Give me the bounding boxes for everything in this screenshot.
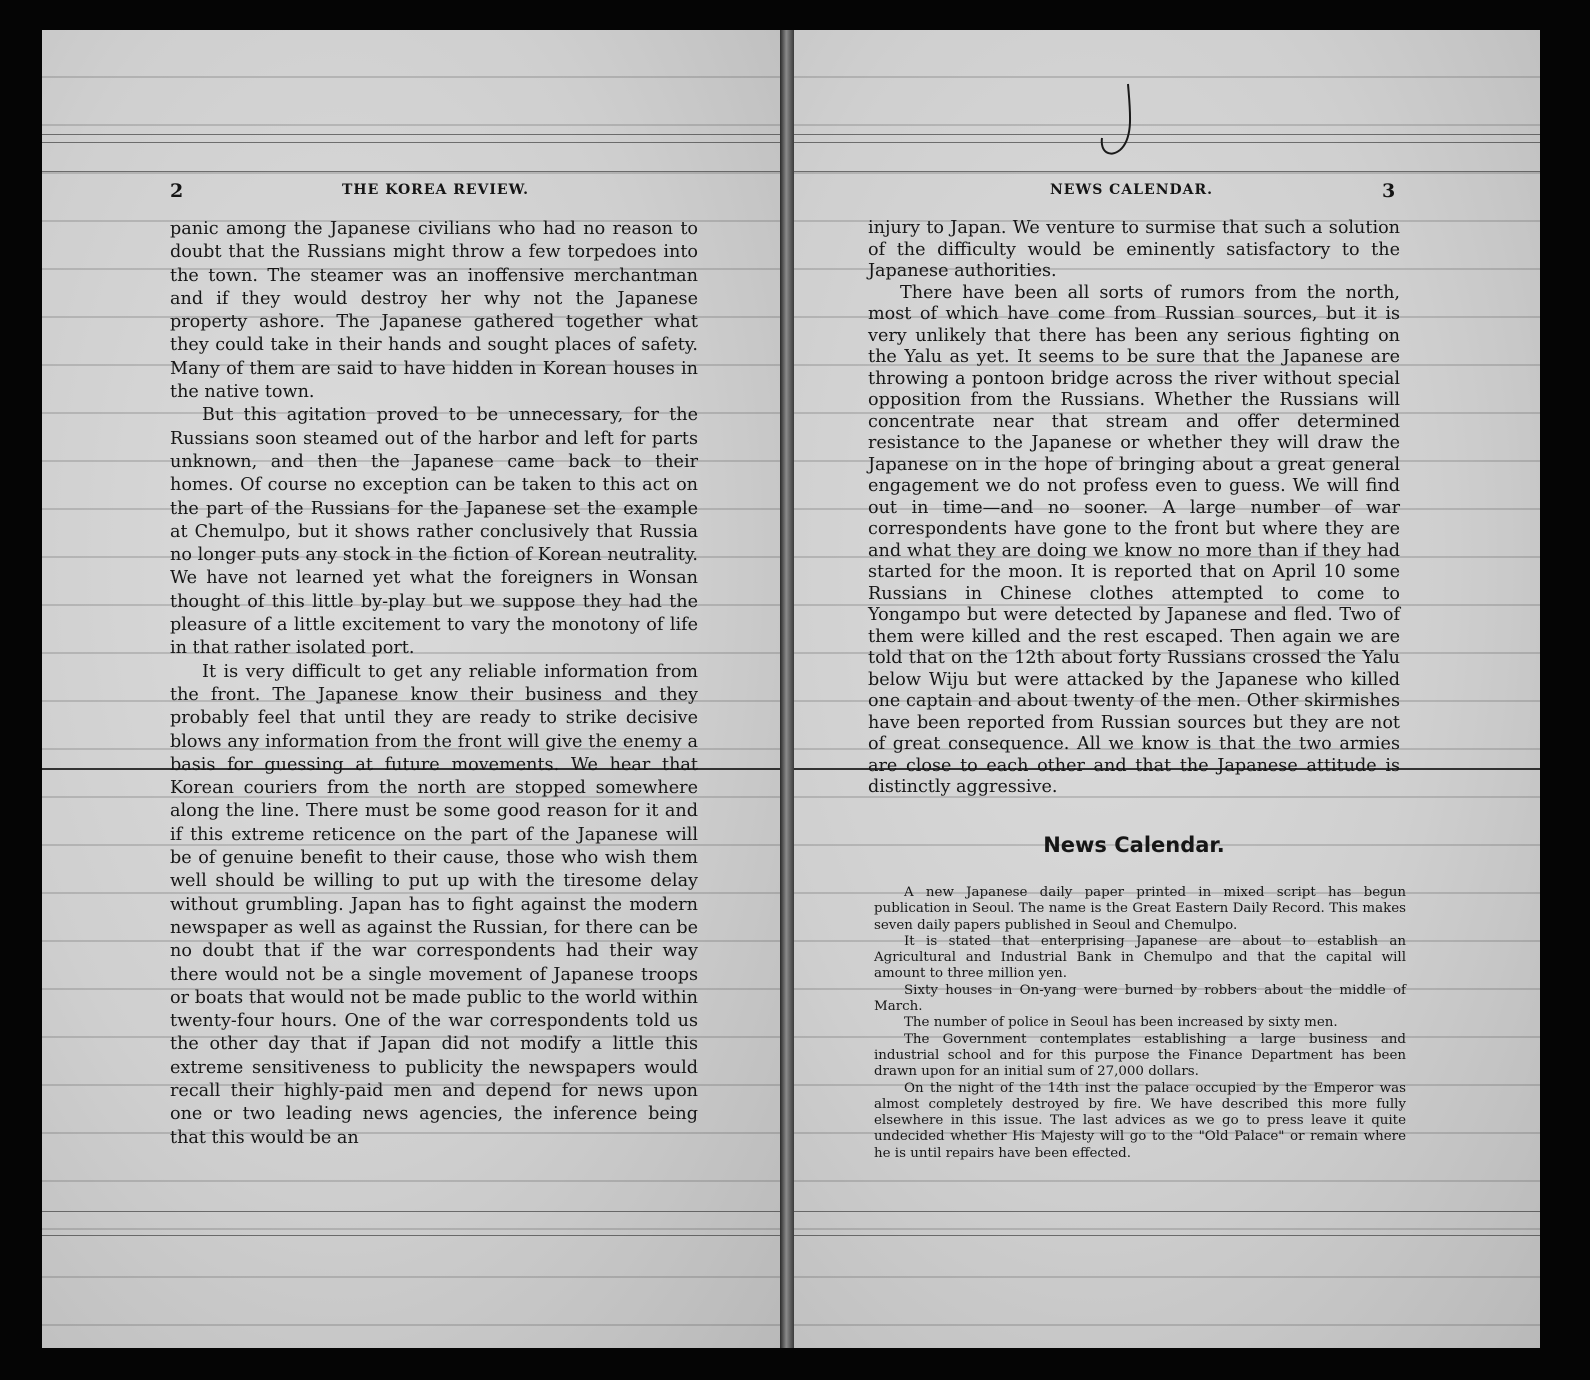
- handwritten-mark-icon: [1090, 80, 1150, 160]
- page-number: 3: [1382, 180, 1396, 202]
- body-column: [868, 218, 1400, 799]
- left-page: [42, 30, 780, 1348]
- calendar-item: A new Japanese daily paper printed in mixed script has begun publication in Seoul. The name is the Great Eastern Daily Record. This makes seven daily papers published in Seoul and Chemulpo.: [874, 885, 1406, 933]
- paragraph: injury to Japan. We venture to surmise that such a solution of the difficulty would be eminently satisfactory to the Japanese authorities.: [868, 218, 1400, 281]
- paragraph: It is very difficult to get any reliable information from the front. The Japanese know their business and they probably feel that until they are ready to strike decisive blows any information from the front will give the enemy a basis for guessing at future movements. We hear that Korean couriers from the north are stopped somewhere along the line. There must be some good reason for it and if this extreme reticence on the part of the Japanese will be of genuine benefit to their cause, those who wish them well should be willing to put up with the tiresome delay without grumbling. Japan has to fight against the modern newspaper as well as against the Russian, for there can be no doubt that if the war correspondents had their way there would not be a single movement of Japanese troops or boats that would not be made public to the world within twenty-four hours. One of the war correspondents told us the other day that if Japan did not modify a little this extreme sensitiveness to publicity the newspapers would recall their highly-paid men and depend for news upon one or two leading news agencies, the inference being that this would be an: [170, 661, 698, 1148]
- body-column: [170, 218, 698, 1150]
- calendar-item: The Government contemplates establishing a large business and industrial school and for this purpose the Finance Department has been drawn upon for an initial sum of 27,000 dollars.: [874, 1031, 1406, 1080]
- page-number: 2: [170, 180, 184, 202]
- calendar-item: The number of police in Seoul has been increased by sixty men.: [904, 1015, 1338, 1031]
- paragraph: But this agitation proved to be unnecessary, for the Russians soon steamed out of the harbor and left for parts unknown, and then the Japanese came back to their homes. Of course no exception can be taken to this act on the part of the Russians for the Japanese set the example at Chemulpo, but it shows rather conclusively that Russia no longer puts any stock in the fiction of Korean neutrality. We have not learned yet what the foreigners in Wonsan thought of this little by-play but we suppose they had the pleasure of a little excitement to vary the monotony of life in that rather isolated port.: [170, 405, 698, 659]
- calendar-list: [874, 885, 1406, 1162]
- page-fold: [780, 30, 794, 1348]
- paragraph: There have been all sorts of rumors from the north, most of which have come from Russian sources, but it is very unlikely that there has been any serious fighting on the Yalu as yet. It seems to be sure that the Japanese are throwing a pontoon bridge across the river without special opposition from the Russians. Whether the Russians will concentrate near that stream and offer determined resistance to the Japanese or whether they will draw the Japanese on in the hope of bringing about a great general engagement we do not profess even to guess. We will find out in time—and no sooner. A large number of war correspondents have gone to the front but where they are and what they are doing we know no more than if they had started for the moon. It is reported that on April 10 some Russians in Chinese clothes attempted to come to Yongampo but were detected by Japanese and fled. Two of them were killed and the rest escaped. Then again we are told that on the 12th about forty Russians crossed the Yalu below Wiju but were attacked by the Japanese who killed one captain and about twenty of the men. Other skirmishes have been reported from Russian sources but they are not of great consequence. All we know is that the two armies are close to each other and that the Japanese attitude is distinctly aggressive.: [868, 282, 1400, 797]
- paragraph: panic among the Japanese civilians who had no reason to doubt that the Russians might throw a few torpedoes into the town. The steamer was an inoffensive merchantman and if they would destroy her why not the Japanese property ashore. The Japanese gathered together what they could take in their hands and sought places of safety. Many of them are said to have hidden in Korean houses in the native town.: [170, 219, 698, 403]
- section-title: News Calendar.: [1043, 833, 1225, 857]
- calendar-item: On the night of the 14th inst the palace occupied by the Emperor was almost completely destroyed by fire. We have described this more fully elsewhere in this issue. The last advices as we go to press leave it quite undecided whether His Majesty will go to the "Old Palace" or remain where he is until repairs have been effected.: [874, 1080, 1406, 1161]
- running-head: THE KOREA REVIEW.: [342, 182, 530, 198]
- running-head: NEWS CALENDAR.: [1050, 182, 1214, 198]
- right-page: [794, 30, 1540, 1348]
- calendar-item: It is stated that enterprising Japanese are about to establish an Agricultural and Industrial Bank in Chemulpo and that the capital will amount to three million yen.: [874, 933, 1406, 982]
- calendar-item: Sixty houses in On-yang were burned by robbers about the middle of March.: [874, 982, 1406, 1015]
